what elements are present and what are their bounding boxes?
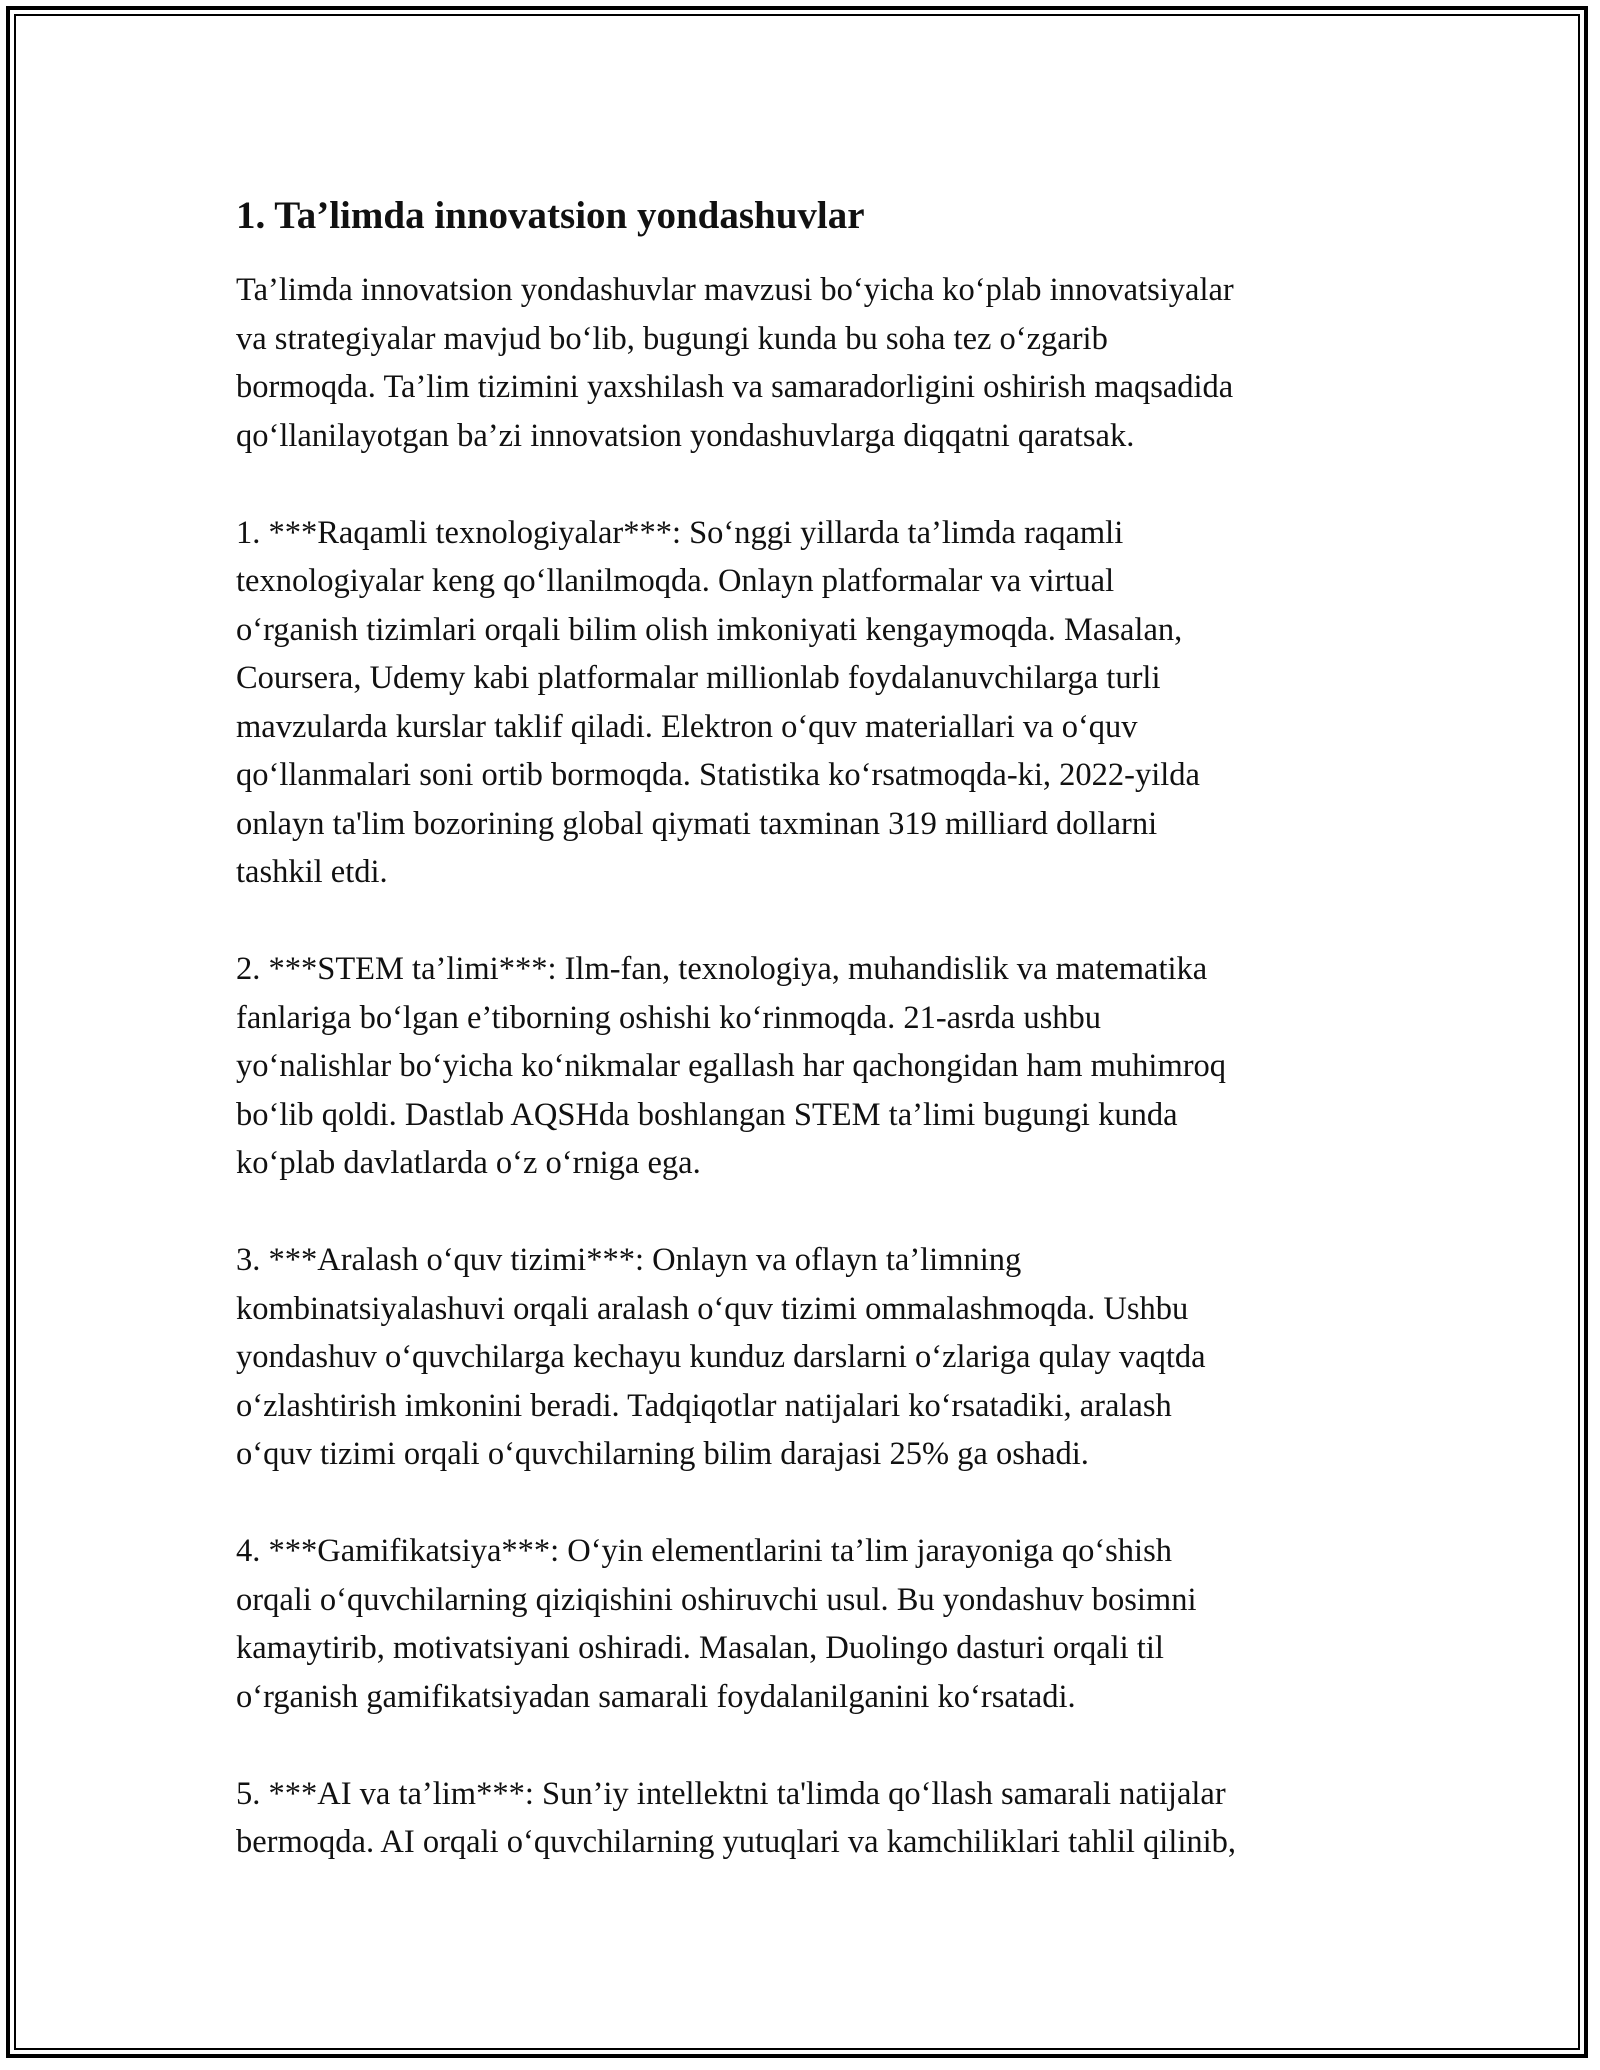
section-heading: 1. Ta’limda innovatsion yondashuvlar [236, 194, 865, 237]
paragraph-stem-education: 2. ***STEM ta’limi***: Ilm-fan, texnologiya, muhandislik va matematika fanlariga bo‘lgan e’tiborning oshishi ko‘rinmoqda. 21-asrda ushbu yo‘nalishlar bo‘yicha ko‘nikmalar egallash har qachongidan ham muhimroq bo‘lib qoldi. Dastlab AQSHda boshlangan STEM ta’limi bugungi kunda ko‘plab davlatlarda o‘z o‘rniga ega. [236, 951, 1227, 1181]
intro-paragraph: Ta’limda innovatsion yondashuvlar mavzusi bo‘yicha ko‘plab innovatsiyalar va strategiyalar mavjud bo‘lib, bugungi kunda bu soha tez o‘zgarib bormoqda. Ta’lim tizimini yaxshilash va samaradorligini oshirish maqsadida qo‘llanilayotgan ba’zi innovatsion yondashuvlarga diqqatni qaratsak. [236, 272, 1234, 454]
paragraph-gamification: 4. ***Gamifikatsiya***: O‘yin elementlarini ta’lim jarayoniga qo‘shish orqali o‘quvchilarning qiziqishini oshiruvchi usul. Bu yondashuv bosimni kamaytirib, motivatsiyani oshiradi. Masalan, Duolingo dasturi orqali til o‘rganish gamifikatsiyadan samarali foydalanilganini ko‘rsatadi. [236, 1533, 1197, 1715]
paragraph-ai-education: 5. ***AI va ta’lim***: Sun’iy intellektni ta'limda qo‘llash samarali natijalar bermoqda. AI orqali o‘quvchilarning yutuqlari va kamchiliklari tahlil qilinib, [236, 1775, 1237, 1860]
document-body [236, 186, 1386, 1915]
paragraph-digital-technologies: 1. ***Raqamli texnologiyalar***: So‘nggi yillarda ta’limda raqamli texnologiyalar keng qo‘llanilmoqda. Onlayn platformalar va virtual o‘rganish tizimlari orqali bilim olish imkoniyati kengaymoqda. Masalan, Coursera, Udemy kabi platformalar millionlab foydalanuvchilarga turli mavzularda kurslar taklif qiladi. Elektron o‘quv materiallari va o‘quv qo‘llanmalari soni ortib bormoqda. Statistika ko‘rsatmoqda-ki, 2022-yilda onlayn ta'lim bozorining global qiymati taxminan 319 milliard dollarni tashkil etdi. [236, 514, 1200, 890]
paragraph-blended-learning: 3. ***Aralash o‘quv tizimi***: Onlayn va oflayn ta’limning kombinatsiyalashuvi orqali aralash o‘quv tizimi ommalashmoqda. Ushbu yondashuv o‘quvchilarga kechayu kunduz darslarni o‘zlariga qulay vaqtda o‘zlashtirish imkonini beradi. Tadqiqotlar natijalari ko‘rsatadiki, aralash o‘quv tizimi orqali o‘quvchilarning bilim darajasi 25% ga oshadi. [236, 1242, 1206, 1472]
